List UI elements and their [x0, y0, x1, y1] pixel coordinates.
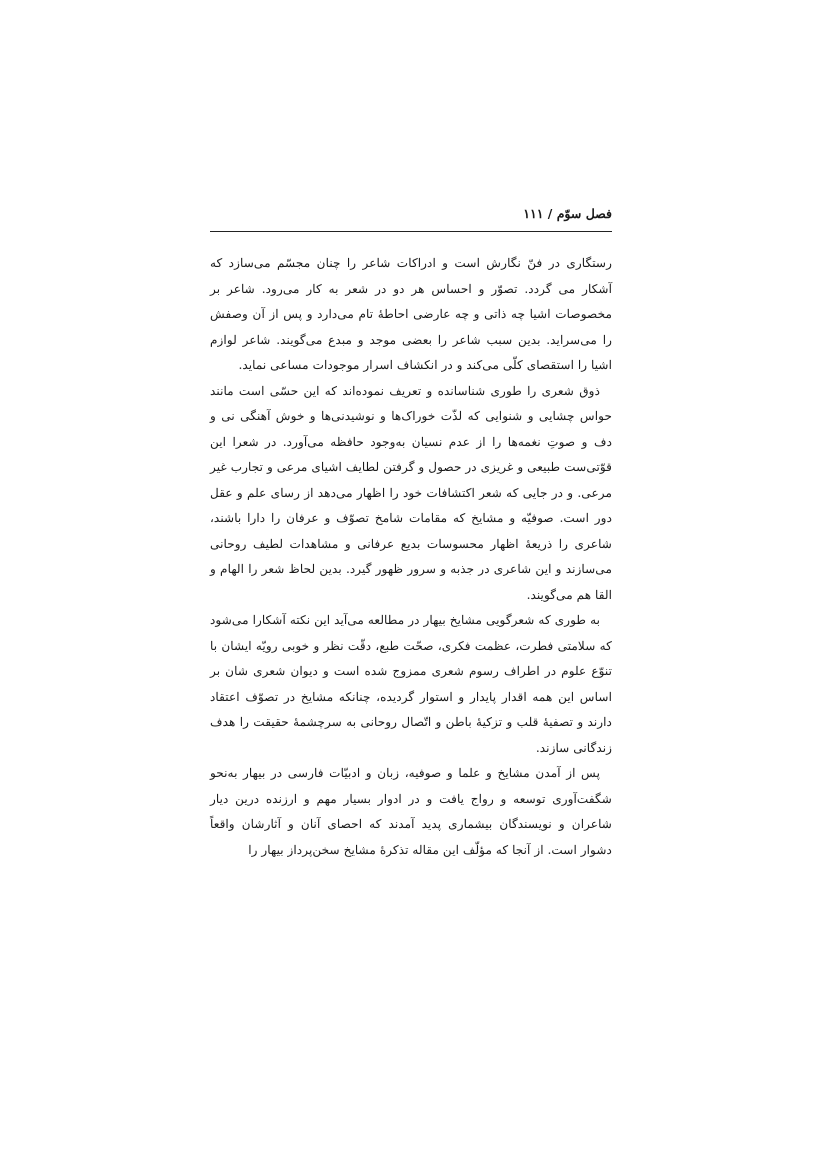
- paragraph-4: پس از آمدن مشایخ و علما و صوفیه، زبان و ادبیّات فارسی در بیهار به‌نحو شگفت‌آوری توسعه و رواج یافت و در ادوار بسیار مهم و ارزنده درین دیار شاعران و نویسندگان بیشماری پدید آمدند که احصای آنان و آثارشان واقعاً دشوار است. از آنجا که مؤلّف این مقاله تذکرهٔ مشایخ سخن‌پرداز بیهار را: [210, 766, 612, 857]
- running-header: فصل سوّم / ۱۱۱: [523, 206, 612, 221]
- paragraph-1: رستگاری در فنّ نگارش است و ادراکات شاعر را چنان مجسّم می‌سازد که آشکار می گردد. تصوّر و احساس هر دو در شعر به کار می‌رود. شاعر بر مخصوصات اشیا چه ذاتی و چه عارضی احاطهٔ تام می‌دارد و پس از آن وصفش را می‌سراید. بدین سبب شاعر را بعضی موجد و مبدع می‌گویند. شاعر لوازم اشیا را استقصای کلّی می‌کند و در انکشاف اسرار موجودات مساعی نماید.: [210, 256, 612, 372]
- header-rule: [210, 231, 612, 232]
- paragraph-3: به طوری که شعرگویی مشایخ بیهار در مطالعه می‌آید این نکته آشکارا می‌شود که سلامتی فطرت، عظمت فکری، صحّت طبع، دقّت نظر و خوبی رویّه ایشان با تنوّع علوم در اطراف رسوم شعری ممزوج شده است و دیوان شعری شان بر اساس این همه اقدار پایدار و استوار گردیده، چنانکه مشایخ در تصوّف اعتقاد دارند و تصفیهٔ قلب و تزکیهٔ باطن و اتّصال روحانی به سرچشمهٔ حقیقت را هدف زندگانی سازند.: [210, 613, 612, 755]
- paragraph-2: ذوق شعری را طوری شناسانده و تعریف نموده‌اند که این حسّی است مانند حواس چشایی و شنوایی که لذّت خوراک‌ها و نوشیدنی‌ها و خوش آهنگی نی و دف و صوتِ نغمه‌ها را از عدم نسیان به‌وجود حافظه می‌آورد. در شعرا این قوّتی‌ست طبیعی و غریزی در حصول و گرفتن لطایف اشیای مرعی و تجارب غیر مرعی. و در جایی که شعر اکتشافات خود را اظهار می‌دهد از رسای علم و عقل دور است. صوفیّه و مشایخ که مقامات شامخ تصوّف و عرفان را دارا باشند، شاعری را ذریعهٔ اظهار محسوسات بدیع عرفانی و مشاهدات لطیف روحانی می‌سازند و این شاعری در جذبه و سرور ظهور گیرد. بدین لحاظ شعر را الهام و القا هم می‌گویند.: [210, 383, 612, 602]
- book-page: [210, 203, 612, 963]
- body-text: [210, 251, 612, 863]
